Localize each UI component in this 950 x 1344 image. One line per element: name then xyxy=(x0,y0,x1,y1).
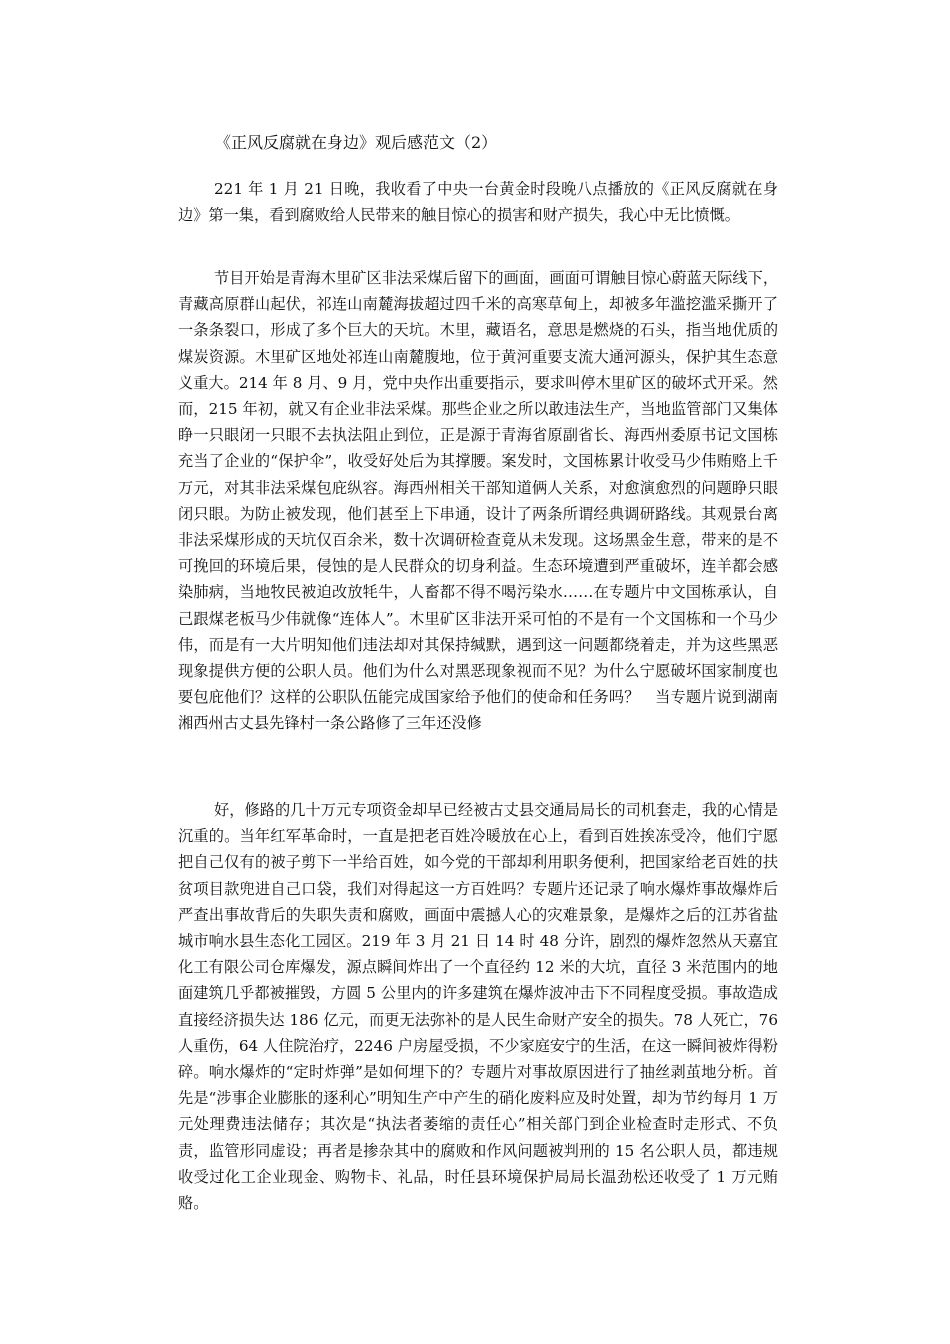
paragraph-intro: 221 年 1 月 21 日晚，我收看了中央一台黄金时段晚八点播放的《正风反腐就在身边》第一集，看到腐败给人民带来的触目惊心的损害和财产损失，我心中无比愤慨。 xyxy=(178,180,778,225)
paragraph-muli-mining: 节目开始是青海木里矿区非法采煤后留下的画面，画面可谓触目惊心蔚蓝天际线下，青藏高原群山起伏，祁连山南麓海拔超过四千米的高寒草甸上，却被多年滥挖滥采撕开了一条条裂口，形成了多个巨大的天坑。木里，藏语名，意思是燃烧的石头，指当地优质的煤炭资源。木里矿区地处祁连山南麓腹地，位于黄河重要支流大通河源头，保护其生态意义重大。214 年 8 月、9 月，党中央作出重要指示，要求叫停木里矿区的破坏式开采。然而，215 年初，就又有企业非法采煤。那些企业之所以敢违法生产，当地监管部门又集体睁一只眼闭一只眼不去执法阻止到位，正是源于青海省原副省长、海西州委原书记文国栋充当了企业的“保护伞”，收受好处后为其撑腰。案发时，文国栋累计收受马少伟贿赂上千万元，对其非法采煤包庇纵容。海西州相关干部知道俩人关系，对愈演愈烈的问题睁只眼闭只眼。为防止被发现，他们甚至上下串通，设计了两条所谓经典调研路线。其观景台离非法采煤形成的天坑仅百余米，数十次调研检查竟从未发现。这场黑金生意，带来的是不可挽回的环境后果，侵蚀的是人民群众的切身利益。生态环境遭到严重破坏，连羊都会感染肺病，当地牧民被迫改放牦牛，人畜都不得不喝污染水……在专题片中文国栋承认，自己跟煤老板马少伟就像“连体人”。木里矿区非法开采可怕的不是有一个文国栋和一个马少伟，而是有一大片明知他们违法却对其保持缄默，遇到这一问题都绕着走，并为这些黑恶现象提供方便的公职人员。他们为什么对黑恶现象视而不见？为什么宁愿破坏国家制度也要包庇他们？这样的公职队伍能完成国家给予他们的使命和任务吗？ 当专题片说到湖南湘西州古丈县先锋村一条公路修了三年还没修 xyxy=(178,269,778,733)
paragraph-xiangshui-explosion: 好，修路的几十万元专项资金却早已经被古丈县交通局局长的司机套走，我的心情是沉重的。当年红军革命时，一直是把老百姓冷暖放在心上，看到百姓挨冻受冷，他们宁愿把自己仅有的被子剪下一半给百姓，如今党的干部却利用职务便利，把国家给老百姓的扶贫项目款兜进自己口袋，我们对得起这一方百姓吗？专题片还记录了响水爆炸事故爆炸后严查出事故背后的失职失责和腐败，画面中震撼人心的灾难景象，是爆炸之后的江苏省盐城市响水县生态化工园区。219 年 3 月 21 日 14 时 48 分许，剧烈的爆炸忽然从天嘉宜化工有限公司仓库爆发，源点瞬间炸出了一个直径约 12 米的大坑，直径 3 米范围内的地面建筑几乎都被摧毁，方圆 5 公里内的许多建筑在爆炸波冲击下不同程度受损。事故造成直接经济损失达 186 亿元，而更无法弥补的是人民生命财产安全的损失。78 人死亡，76 人重伤，64 人住院治疗，2246 户房屋受损，不少家庭安宁的生活，在这一瞬间被炸得粉碎。响水爆炸的“定时炸弹”是如何埋下的？专题片对事故原因进行了抽丝剥茧地分析。首先是“涉事企业膨胀的逐利心”明知生产中产生的硝化废料应及时处置，却为节约每月 1 万元处理费违法储存；其次是“执法者萎缩的责任心”相关部门到企业检查时走形式、不负责，监管形同虚设；再者是掺杂其中的腐败和作风问题被判刑的 15 名公职人员，都违规收受过化工企业现金、购物卡、礼品，时任县环境保护局局长温劲松还收受了 1 万元贿赂。 xyxy=(178,801,778,1213)
document-title: 《正风反腐就在身边》观后感范文（2） xyxy=(215,133,498,152)
